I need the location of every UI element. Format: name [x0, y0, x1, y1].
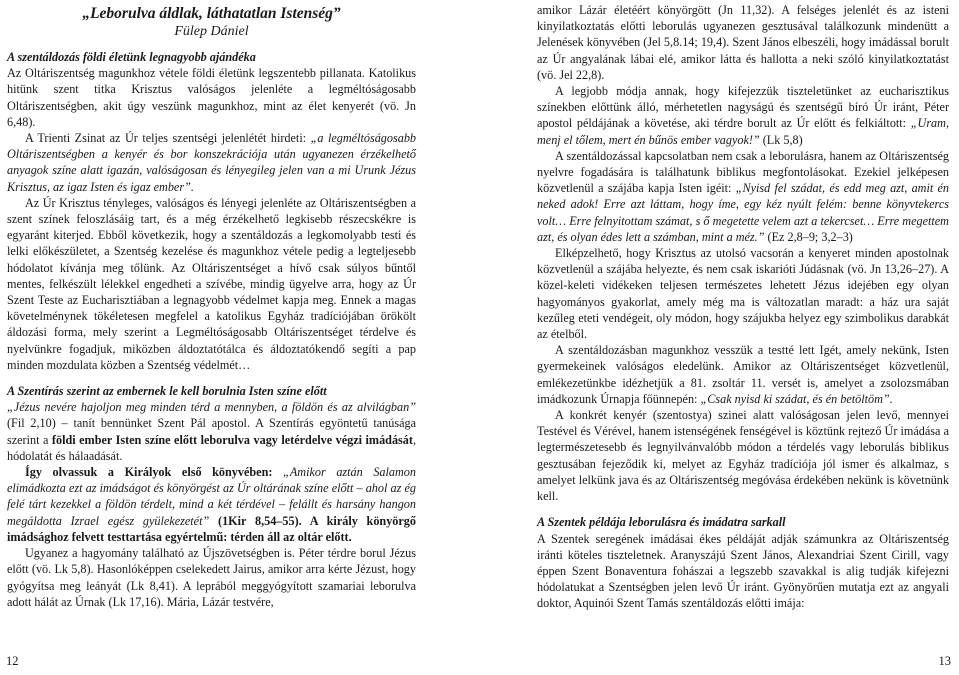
quote-text: „Csak nyisd ki szádat, és én betöltöm”. — [700, 391, 893, 406]
bold-text: (1Kir 8,54–55). A király könyörgő imádsághoz felvett testtartása egyértelmű: térden áll az oltár előtt. — [7, 513, 416, 544]
paragraph: A Szentek seregének imádásai ékes példáját adják számunkra az Oltáriszentség iránti köteles tiszteletnek. Aranyszájú Szent János, Alexandriai Szent Cirill, vagy éppen Szent Bonaventura fohászai a legszebb szavakkal is alig tudják kifejezni hódolatukat a Szentségben jelen levő Úr iránt. Gyönyörűen mutatja ezt az angyali doktor, Aquinói Szent Tamás szentáldozás előtti imája: — [537, 531, 949, 611]
paragraph: amikor Lázár életéért könyörgött (Jn 11,32). A felséges jelenlét és az isteni kinyilatkoztatás előtti leborulás ugyanezen gesztusával találkozunk mindenütt a Jelenések könyvében (Jel 5,8.14; 19,4). Szent János elbeszéli, hogy imádással borult az Úr angyalának lábai elé, amikor látta és hallotta a neki szóló kinyilatkoztatást (vö. Jel 22,8). — [537, 3, 949, 82]
paragraph — [7, 130, 416, 195]
paragraph — [537, 342, 949, 407]
paragraph — [7, 399, 416, 464]
section-heading: A Szentek példája leborulásra és imádatra sarkall — [537, 515, 786, 530]
quote-text: „a legméltóságosabb Oltáriszentségben a kenyér és bor konszekrációja után ugyanezen érzékelhető anyagok színe alatt igazán, valóságosan és lényegileg jelen van a mi Urunk Jézus Krisztus, az igaz Isten és igaz ember”. — [7, 131, 417, 194]
text-run: A legjobb módja annak, hogy kifejezzük tiszteletünket az eucharisztikus színekben előttünk álló, mérhetetlen nagyságú és szentségű bíró Úr iránt, Péter apostol példájának a követése, aki térdre borult az Úr előtt és felkiáltott: — [537, 84, 949, 131]
section-heading: A szentáldozás földi életünk legnagyobb ajándéka — [7, 50, 256, 64]
bold-text: Így olvassuk a Királyok első könyvében: — [25, 465, 284, 480]
text-run: , hódolatát és hálaadását. — [7, 432, 416, 463]
text-run: A szentáldozással kapcsolatban nem csak a leborulásra, hanem az Oltáriszentség nyelvre fogadására is találhatunk biblikus megfontolásokat. Ezekiel jelképesen közvetlenül a szájába kapja Isten igéit: — [537, 148, 949, 196]
quote-text: „Jézus nevére hajoljon meg minden térd a mennyben, a földön és az alvilágban” — [7, 400, 416, 415]
paragraph: Ugyanez a hagyomány található az Újszövetségben is. Péter térdre borul Jézus előtt (vö. Lk 5,8). Hasonlóképpen cselekedett Jairus, amikor arra kérte Jézust, hogy gyógyítsa meg leányát (Lk 8,41). A leprából meggyógyított szamariai leborulva adott hálát az Úrnak (Lk 17,16). Mária, Lázár testvére, — [7, 546, 416, 609]
article-author: Fülep Dániel — [174, 24, 249, 39]
text-run: A Trienti Zsinat az Úr teljes szentségi jelenlétét hirdeti: — [25, 131, 311, 146]
text-run: (Fil 2,10) – tanít bennünket Szent Pál apostol. A Szentírás egyöntetű tanúsága szerint a — [7, 416, 416, 447]
paragraph — [537, 83, 949, 148]
quote-text: „Uram, menj el tőlem, mert én bűnös ember vagyok!” — [537, 116, 949, 147]
text-run: (Lk 5,8) — [759, 132, 803, 147]
quote-text: „Amikor aztán Salamon elimádkozta ezt az imádságot és könyörgést az Úr oltárának színe előtt – ahol az ég felé tárt kezekkel a földön térdelt, mind a két térdével – felállt és harsány hangon megáldotta Izrael egész gyülekezetét” — [7, 465, 416, 528]
quote-text: „Nyisd fel szádat, és edd meg azt, amit én neked adok! Erre azt láttam, hogy íme, egy kéz nyúlt felém: benne könyvtekercs volt… Erre felnyitottam számat, s ő megetette velem azt a tekercset… Erre megettem azt, és olyan édes lett a számban, mint a méz.” — [537, 181, 949, 244]
paragraph: Az Úr Krisztus tényleges, valóságos és lényegi jelenléte az Oltáriszentségben a szent színek feloszlásáig tart, és a még érzékelhető legkisebb részecskékre is egyaránt kiterjed. Ebből következik, hogy a szentáldozás a legkomolyabb testi és lelki előkészületet, a Szentség kezelése és magunkhoz vétele pedig a legteljesebb hódolatot kívánja meg tőlünk. Az Oltáriszentséget a hívő csak súlyos bűntől mentes, felkészült lélekkel engedheti a szívébe, mindig ügyelve arra, hogy az Úr Szent Teste az Eucharisztiában a legnagyobb védelmet kapja meg. Ennek a magas követelménynek tökéletesen megfelel a katolikus Egyház tradíciójában örökölt áldozási forma, mely szerint a Legméltóságosabb Oltáriszentséget térdelve és nyelvünkre fogadjuk, miközben áldoztatótálca és áldoztatókendő segíti a pap minden mozdulata közben a Szentség védelmét… — [7, 195, 416, 372]
right-column — [537, 2, 949, 612]
paragraph — [7, 464, 416, 545]
paragraph — [537, 148, 949, 245]
bold-text: földi ember Isten színe előtt leborulva vagy letérdelve végzi imádását — [51, 432, 413, 447]
article-title: „Leborulva áldlak, láthatatlan Istenség” — [82, 5, 341, 22]
text-run: A szentáldozásban magunkhoz vesszük a testté lett Igét, amely nekünk, Isten gyermekeinek valóságos eledelünk. Amikor az Oltáriszentséget közvetlenül, emlékezetünkbe idézhetjük a 81. zsoltár 11. versét is, amelyet a zsolozsmában imádkozunk Úrnapja főünnepén: — [537, 343, 949, 406]
page-number: 13 — [938, 654, 951, 668]
text-run: (Ez 2,8–9; 3,2–3) — [764, 229, 853, 244]
left-column — [7, 4, 416, 610]
paragraph: A konkrét kenyér (szentostya) szinei alatt valóságosan jelen levő, mennyei Testével és Vérével, hanem istenségének fenségével is köztünk rejtező Úr imádása a legtermészetesebb és legnyilvánvalóbb módon a térdelés vagy leborulás biblikus gesztusában fejeződik ki, melyet az Egyház tradíciója jól ismer és alkalmaz, s amelyet lelkünk java és az Oltáriszentség megóvása érdekében nekünk is követnünk kell. — [537, 408, 949, 504]
section-heading: A Szentírás szerint az embernek le kell borulnia Isten színe előtt — [7, 384, 327, 399]
paragraph: Elképzelhető, hogy Krisztus az utolsó vacsorán a kenyeret minden apostolnak közvetlenül a szájába helyezte, és nem csak iskarióti Júdásnak (vö. Jn 13,26–27). A közel-keleti vidékeken teljesen természetes lehetett Jézus idejében egy olyan hagyományos gyakorlat, amely még ma is változatlan maradt: a ház ura saját kezűleg eteti vendégeit, oly módon, hogy szájukba helyez egy szimbolikus darabkát az ételből. — [537, 246, 949, 342]
left-page — [0, 0, 469, 675]
page-number: 12 — [6, 654, 19, 668]
right-page — [490, 0, 959, 675]
paragraph: Az Oltáriszentség magunkhoz vétele földi életünk legszentebb pillanata. Katolikus hitünk szent titka Krisztus valóságos jelenléte a legméltóságosabb Oltáriszentségben, akit úgy veszünk magunkhoz, mint az élet kenyerét (vö. Jn 6,48). — [7, 66, 416, 129]
